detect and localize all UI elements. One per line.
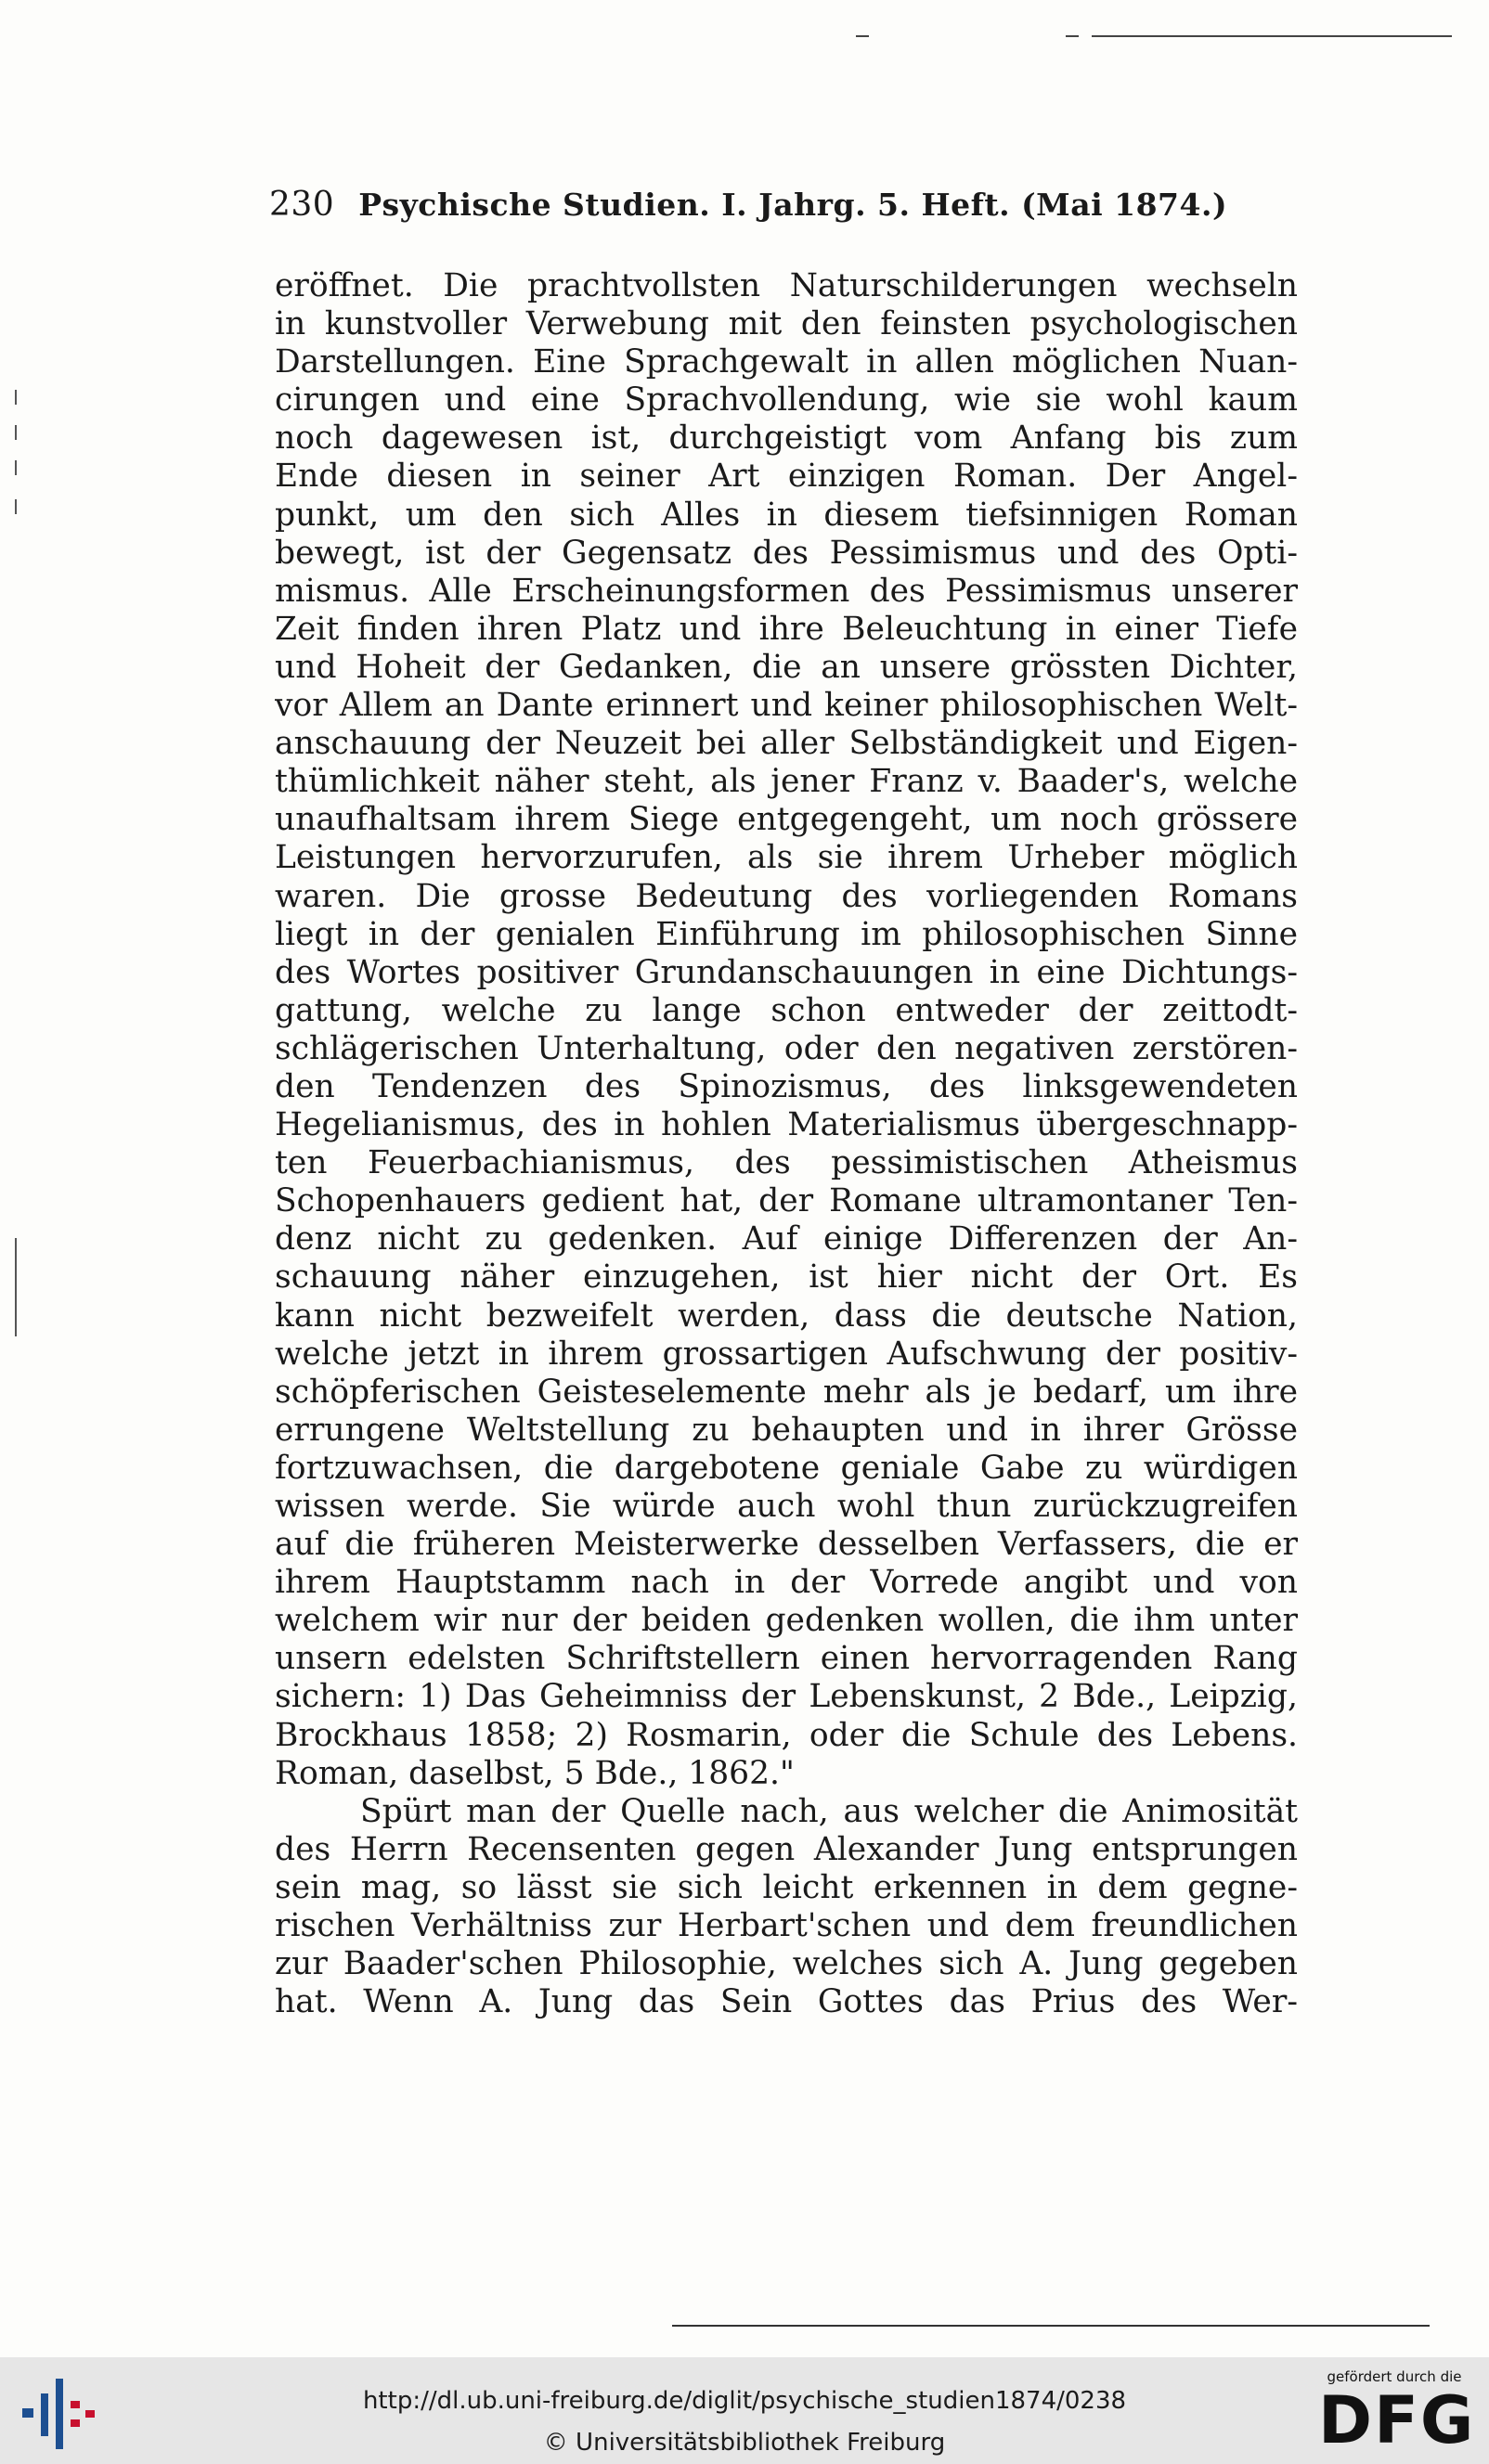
top-rule-short-2 — [1066, 35, 1079, 37]
text-line: welche jetzt in ihrem grossartigen Aufschwung der positiv- — [275, 1335, 1298, 1373]
footer-permalink[interactable]: http://dl.ub.uni-freiburg.de/diglit/psychische_studien1874/0238 — [362, 2387, 1127, 2415]
text-line: sichern: 1) Das Geheimniss der Lebenskunst, 2 Bde., Leipzig, — [275, 1678, 1298, 1716]
text-line: eröffnet. Die prachtvollsten Naturschilderungen wechseln — [275, 267, 1298, 304]
margin-mark — [15, 390, 17, 405]
text-line: cirungen und eine Sprachvollendung, wie sie wohl kaum — [275, 381, 1298, 419]
text-line: kann nicht bezweifelt werden, dass die deutsche Nation, — [275, 1297, 1298, 1335]
text-line: sein mag, so lässt sie sich leicht erkennen in dem gegne- — [275, 1868, 1298, 1906]
margin-mark — [15, 1238, 17, 1336]
text-line: ihrem Hauptstamm nach in der Vorrede angibt und von — [275, 1564, 1298, 1602]
text-line: rischen Verhältniss zur Herbart'schen und dem freundlichen — [275, 1907, 1298, 1945]
text-line: auf die früheren Meisterwerke desselben Verfassers, die er — [275, 1526, 1298, 1564]
body-text — [275, 267, 1298, 2021]
text-line: unsern edelsten Schriftstellern einen hervorragenden Rang — [275, 1640, 1298, 1678]
text-line: denz nicht zu gedenken. Auf einige Differenzen der An- — [275, 1220, 1298, 1258]
text-line: Darstellungen. Eine Sprachgewalt in allen möglichen Nuan- — [275, 343, 1298, 381]
top-rule-short-1 — [856, 35, 869, 37]
text-line: Brockhaus 1858; 2) Rosmarin, oder die Schule des Lebens. — [275, 1716, 1298, 1754]
text-line: wissen werde. Sie würde auch wohl thun zurückzugreifen — [275, 1488, 1298, 1525]
footer-copyright: © Universitätsbibliothek Freiburg — [543, 2429, 946, 2457]
text-line: Spürt man der Quelle nach, aus welcher die Animosität — [360, 1792, 1298, 1830]
text-line: zur Baader'schen Philosophie, welches sich A. Jung gegeben — [275, 1945, 1298, 1983]
text-line: Zeit finden ihren Platz und ihre Beleuchtung in einer Tiefe — [275, 610, 1298, 648]
text-line: liegt in der genialen Einführung im philosophischen Sinne — [275, 915, 1298, 953]
dfg-logo — [1311, 2368, 1478, 2458]
text-line: schöpferischen Geisteselemente mehr als je bedarf, um ihre — [275, 1373, 1298, 1411]
text-line: des Wortes positiver Grundanschauungen in eine Dichtungs- — [275, 953, 1298, 991]
text-line: errungene Weltstellung zu behaupten und in ihrer Grösse — [275, 1411, 1298, 1449]
text-line: unaufhaltsam ihrem Siege entgegengeht, um noch grössere — [275, 801, 1298, 839]
text-line: schauung näher einzugehen, ist hier nicht der Ort. Es — [275, 1258, 1298, 1297]
text-line: Roman, daselbst, 5 Bde., 1862." — [275, 1754, 795, 1792]
text-line: mismus. Alle Erscheinungsformen des Pessimismus unserer — [275, 572, 1298, 610]
dfg-mark: DFG — [1318, 2382, 1476, 2458]
text-line: Hegelianismus, des in hohlen Materialismus übergeschnapp- — [275, 1106, 1298, 1144]
top-rule-long — [1092, 35, 1452, 37]
page-number: 230 — [269, 186, 335, 224]
text-line: schlägerischen Unterhaltung, oder den negativen zerstören- — [275, 1029, 1298, 1067]
text-line: waren. Die grosse Bedeutung des vorliegenden Romans — [275, 877, 1298, 915]
text-line: noch dagewesen ist, durchgeistigt vom Anfang bis zum — [275, 419, 1298, 458]
text-line: Leistungen hervorzurufen, als sie ihrem Urheber möglich — [275, 839, 1298, 877]
bottom-rule — [672, 2325, 1430, 2327]
text-line: punkt, um den sich Alles in diesem tiefsinnigen Roman — [275, 496, 1298, 534]
text-line: bewegt, ist der Gegensatz des Pessimismus und des Opti- — [275, 534, 1298, 572]
text-line: in kunstvoller Verwebung mit den feinsten psychologischen — [275, 305, 1298, 343]
text-line: vor Allem an Dante erinnert und keiner philosophischen Welt- — [275, 687, 1298, 725]
text-line: und Hoheit der Gedanken, die an unsere grössten Dichter, — [275, 648, 1298, 686]
text-line: welchem wir nur der beiden gedenken wollen, die ihm unter — [275, 1602, 1298, 1640]
text-line: Schopenhauers gedient hat, der Romane ultramontaner Ten- — [275, 1182, 1298, 1220]
text-line: den Tendenzen des Spinozismus, des linksgewendeten — [275, 1067, 1298, 1105]
running-title: Psychische Studien. I. Jahrg. 5. Heft. (Mai 1874.) — [358, 187, 1228, 223]
margin-mark — [15, 499, 17, 514]
text-line: hat. Wenn A. Jung das Sein Gottes das Prius des Wer- — [275, 1983, 1298, 2021]
dfg-caption: gefördert durch die — [1327, 2368, 1462, 2385]
text-line: fortzuwachsen, die dargebotene geniale Gabe zu würdigen — [275, 1449, 1298, 1487]
margin-mark — [15, 460, 17, 475]
text-line: ten Feuerbachianismus, des pessimistischen Atheismus — [275, 1144, 1298, 1182]
running-head — [269, 186, 1300, 241]
margin-mark — [15, 425, 17, 440]
text-line: thümlichkeit näher steht, als jener Franz v. Baader's, welche — [275, 763, 1298, 801]
text-line: anschauung der Neuzeit bei aller Selbständigkeit und Eigen- — [275, 725, 1298, 763]
text-line: Ende diesen in seiner Art einzigen Roman. Der Angel- — [275, 458, 1298, 496]
text-line: des Herrn Recensenten gegen Alexander Jung entsprungen — [275, 1830, 1298, 1868]
text-line: gattung, welche zu lange schon entweder der zeittodt- — [275, 991, 1298, 1029]
